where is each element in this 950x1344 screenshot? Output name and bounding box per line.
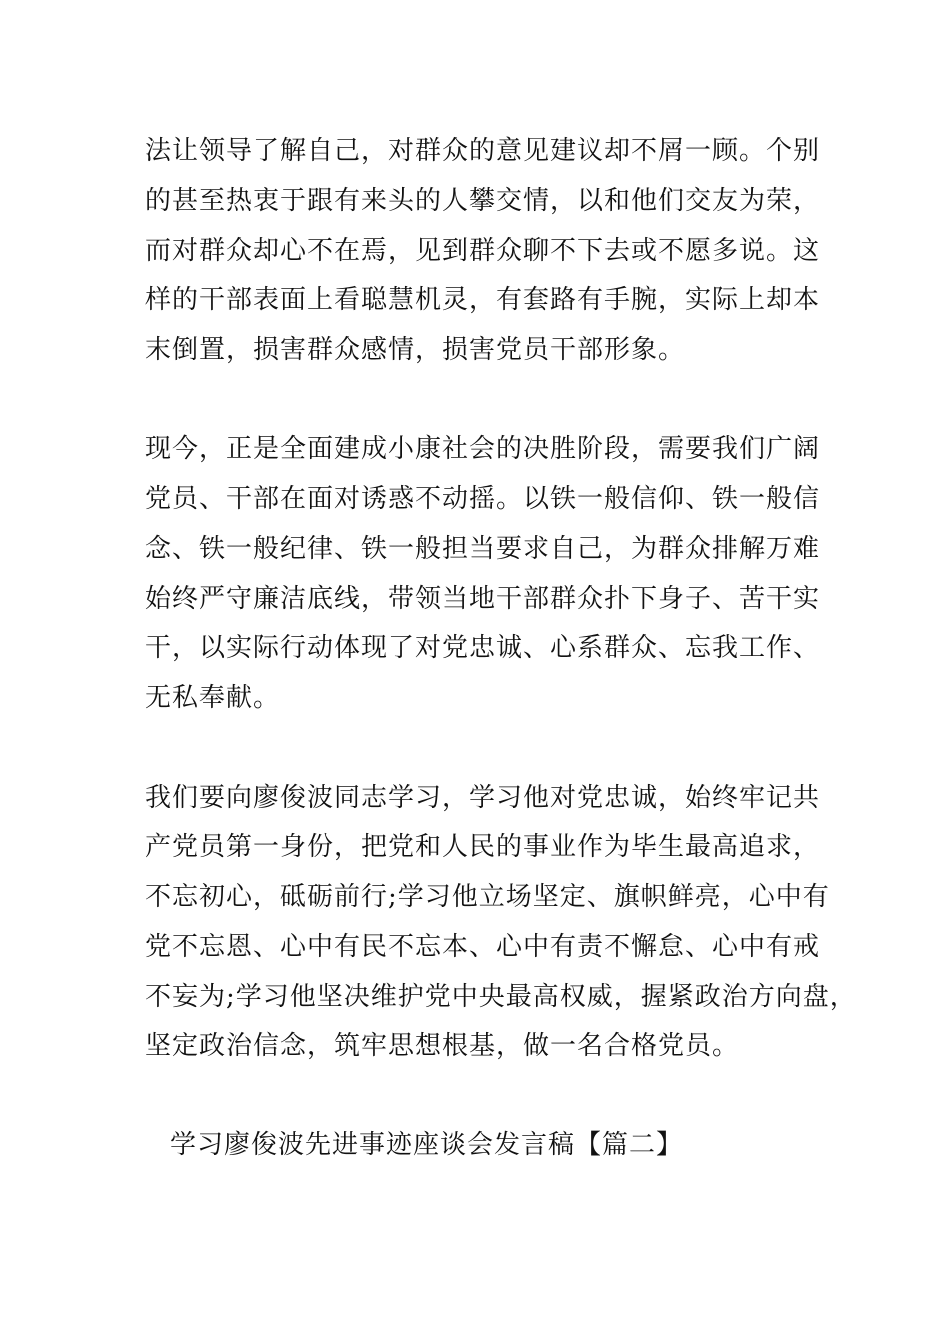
text-line: 无私奉献。 <box>145 683 281 713</box>
text-line: 现今，正是全面建成小康社会的决胜阶段，需要我们广阔 <box>145 434 821 464</box>
text-line: 坚定政治信念，筑牢思想根基，做一名合格党员。 <box>145 1031 740 1061</box>
text-line: 样的干部表面上看聪慧机灵，有套路有手腕，实际上却本 <box>145 285 821 315</box>
text-line: 而对群众却心不在焉，见到群众聊不下去或不愿多说。这 <box>145 236 821 266</box>
text-line: 始终严守廉洁底线，带领当地干部群众扑下身子、苦干实 <box>145 584 821 614</box>
text-line: 的甚至热衷于跟有来头的人攀交情，以和他们交友为荣， <box>145 186 821 216</box>
text-line: 不妄为;学习他坚决维护党中央最高权威，握紧政治方向盘， <box>145 982 857 1012</box>
section-heading: 学习廖俊波先进事迹座谈会发言稿【篇二】 <box>170 1130 684 1160</box>
text-line: 党员、干部在面对诱惑不动摇。以铁一般信仰、铁一般信 <box>145 484 821 514</box>
text-line: 末倒置，损害群众感情，损害党员干部形象。 <box>145 335 686 365</box>
text-line: 念、铁一般纪律、铁一般担当要求自己，为群众排解万难 <box>145 534 821 564</box>
text-line: 法让领导了解自己，对群众的意见建议却不屑一顾。个别 <box>145 136 821 166</box>
text-line: 产党员第一身份，把党和人民的事业作为毕生最高追求， <box>145 832 821 862</box>
text-line: 我们要向廖俊波同志学习，学习他对党忠诚，始终牢记共 <box>145 783 821 813</box>
text-line: 党不忘恩、心中有民不忘本、心中有责不懈怠、心中有戒 <box>145 932 821 962</box>
text-line: 不忘初心，砥砺前行;学习他立场坚定、旗帜鲜亮，心中有 <box>145 882 830 912</box>
text-line: 干，以实际行动体现了对党忠诚、心系群众、忘我工作、 <box>145 633 821 663</box>
